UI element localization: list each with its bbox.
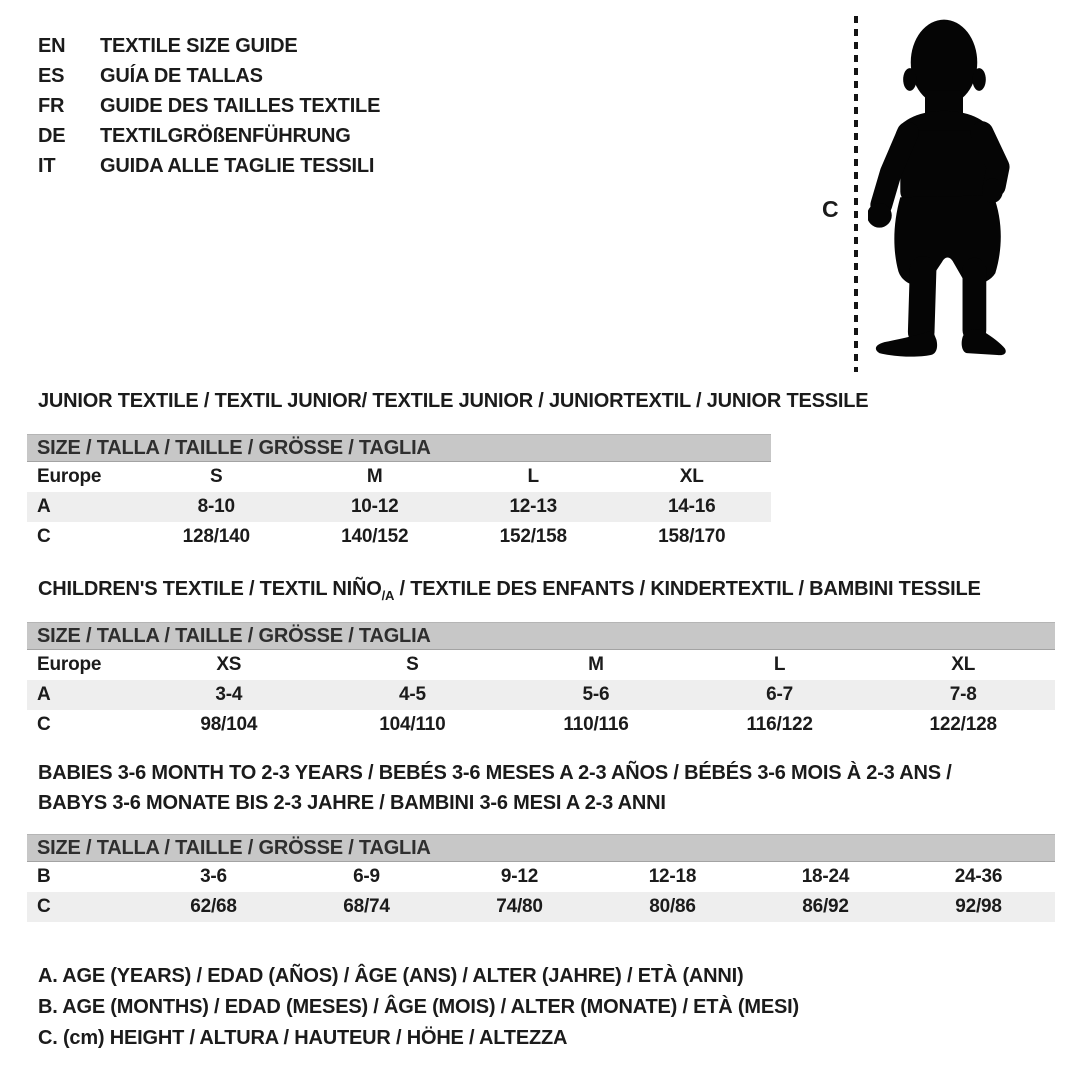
legend-line-b: B. AGE (MONTHS) / EDAD (MESES) / ÂGE (MOIS) / ALTER (MONATE) / ETÀ (MESI) <box>38 996 799 1018</box>
age-cell: 3-4 <box>215 684 243 705</box>
height-cell: 80/86 <box>649 896 696 917</box>
months-cell: 3-6 <box>200 866 227 887</box>
junior-textile-title: JUNIOR TEXTILE / TEXTIL JUNIOR/ TEXTILE JUNIOR / JUNIORTEXTIL / JUNIOR TESSILE <box>38 390 869 412</box>
age-cell: 12-13 <box>509 496 558 517</box>
childrens-textile-table <box>27 622 1055 740</box>
height-cell: 140/152 <box>341 526 409 547</box>
months-cell: 9-12 <box>500 866 539 887</box>
row-label: C <box>37 714 51 735</box>
table-row-europe <box>27 462 771 492</box>
lang-label: GUIDE DES TAILLES TEXTILE <box>100 94 381 117</box>
height-cell: 98/104 <box>200 714 258 735</box>
legend <box>38 961 799 1054</box>
height-measure-dotted-line <box>854 16 858 372</box>
table-row-height <box>27 522 771 552</box>
title-sub: /A <box>381 588 395 603</box>
lang-row-de <box>38 121 380 151</box>
size-cell: XL <box>951 654 976 675</box>
table-row-age <box>27 492 771 522</box>
height-cell: 152/158 <box>499 526 567 547</box>
lang-code: DE <box>38 124 66 147</box>
row-label: Europe <box>37 466 102 487</box>
months-cell: 6-9 <box>353 866 380 887</box>
height-cell: 74/80 <box>496 896 543 917</box>
size-cell: S <box>406 654 419 675</box>
childrens-textile-title <box>38 578 981 603</box>
height-cell: 128/140 <box>182 526 250 547</box>
age-cell: 4-5 <box>398 684 426 705</box>
months-cell: 24-36 <box>954 866 1003 887</box>
age-cell: 8-10 <box>197 496 235 517</box>
months-cell: 12-18 <box>648 866 697 887</box>
months-cell: 18-24 <box>801 866 850 887</box>
row-label: Europe <box>37 654 102 675</box>
height-cell: 110/116 <box>563 714 629 735</box>
table-row-europe <box>27 650 1055 680</box>
table-row-height <box>27 710 1055 740</box>
height-cell: 122/128 <box>929 714 997 735</box>
lang-row-en <box>38 31 380 61</box>
age-cell: 14-16 <box>667 496 716 517</box>
lang-code: FR <box>38 94 65 117</box>
title-pre: CHILDREN'S TEXTILE / TEXTIL NIÑO <box>38 578 382 600</box>
size-header-bar: SIZE / TALLA / TAILLE / GRÖSSE / TAGLIA <box>27 434 771 462</box>
legend-line-c: C. (cm) HEIGHT / ALTURA / HAUTEUR / HÖHE / ALTEZZA <box>38 1027 568 1049</box>
lang-label: TEXTILE SIZE GUIDE <box>100 34 298 57</box>
babies-title-line1: BABIES 3-6 MONTH TO 2-3 YEARS / BEBÉS 3-6 MESES A 2-3 AÑOS / BÉBÉS 3-6 MOIS À 2-3 ANS / <box>38 762 952 784</box>
size-cell: XS <box>216 654 242 675</box>
table-row-age <box>27 680 1055 710</box>
age-cell: 5-6 <box>582 684 610 705</box>
size-cell: L <box>773 654 786 675</box>
height-cell: 62/68 <box>190 896 237 917</box>
lang-row-it <box>38 151 380 181</box>
size-cell: M <box>588 654 604 675</box>
legend-line-a: A. AGE (YEARS) / EDAD (AÑOS) / ÂGE (ANS) / ALTER (JAHRE) / ETÀ (ANNI) <box>38 965 744 987</box>
lang-row-fr <box>38 91 380 121</box>
size-header-bar: SIZE / TALLA / TAILLE / GRÖSSE / TAGLIA <box>27 622 1055 650</box>
age-cell: 10-12 <box>350 496 399 517</box>
lang-code: IT <box>38 154 56 177</box>
age-cell: 7-8 <box>949 684 977 705</box>
lang-row-es <box>38 61 380 91</box>
table-row-height <box>27 892 1055 922</box>
size-cell: M <box>366 466 383 487</box>
height-cell: 116/122 <box>746 714 813 735</box>
row-label: B <box>37 866 51 887</box>
height-cell: 92/98 <box>955 896 1002 917</box>
height-cell: 104/110 <box>379 714 446 735</box>
language-guide <box>38 31 380 181</box>
babies-title-line2: BABYS 3-6 MONATE BIS 2-3 JAHRE / BAMBINI 3-6 MESI A 2-3 ANNI <box>38 792 666 814</box>
lang-code: ES <box>38 64 65 87</box>
toddler-silhouette-icon <box>868 14 1020 372</box>
height-cell: 68/74 <box>343 896 390 917</box>
row-label: C <box>37 896 51 917</box>
row-label: C <box>37 526 51 547</box>
junior-textile-table <box>27 434 771 552</box>
babies-table <box>27 834 1055 922</box>
height-cell: 158/170 <box>658 526 726 547</box>
row-label: A <box>37 496 51 517</box>
lang-label: TEXTILGRÖßENFÜHRUNG <box>100 124 351 147</box>
size-cell: XL <box>679 466 704 487</box>
size-header-bar: SIZE / TALLA / TAILLE / GRÖSSE / TAGLIA <box>27 834 1055 862</box>
size-cell: L <box>527 466 539 487</box>
lang-code: EN <box>38 34 66 57</box>
table-row-months <box>27 862 1055 892</box>
height-measure-label: C <box>822 196 839 222</box>
age-cell: 6-7 <box>766 684 794 705</box>
height-cell: 86/92 <box>802 896 849 917</box>
lang-label: GUIDA ALLE TAGLIE TESSILI <box>100 154 375 177</box>
lang-label: GUÍA DE TALLAS <box>100 64 263 87</box>
row-label: A <box>37 684 51 705</box>
title-post: / TEXTILE DES ENFANTS / KINDERTEXTIL / BAMBINI TESSILE <box>394 578 981 600</box>
size-cell: S <box>210 466 223 487</box>
